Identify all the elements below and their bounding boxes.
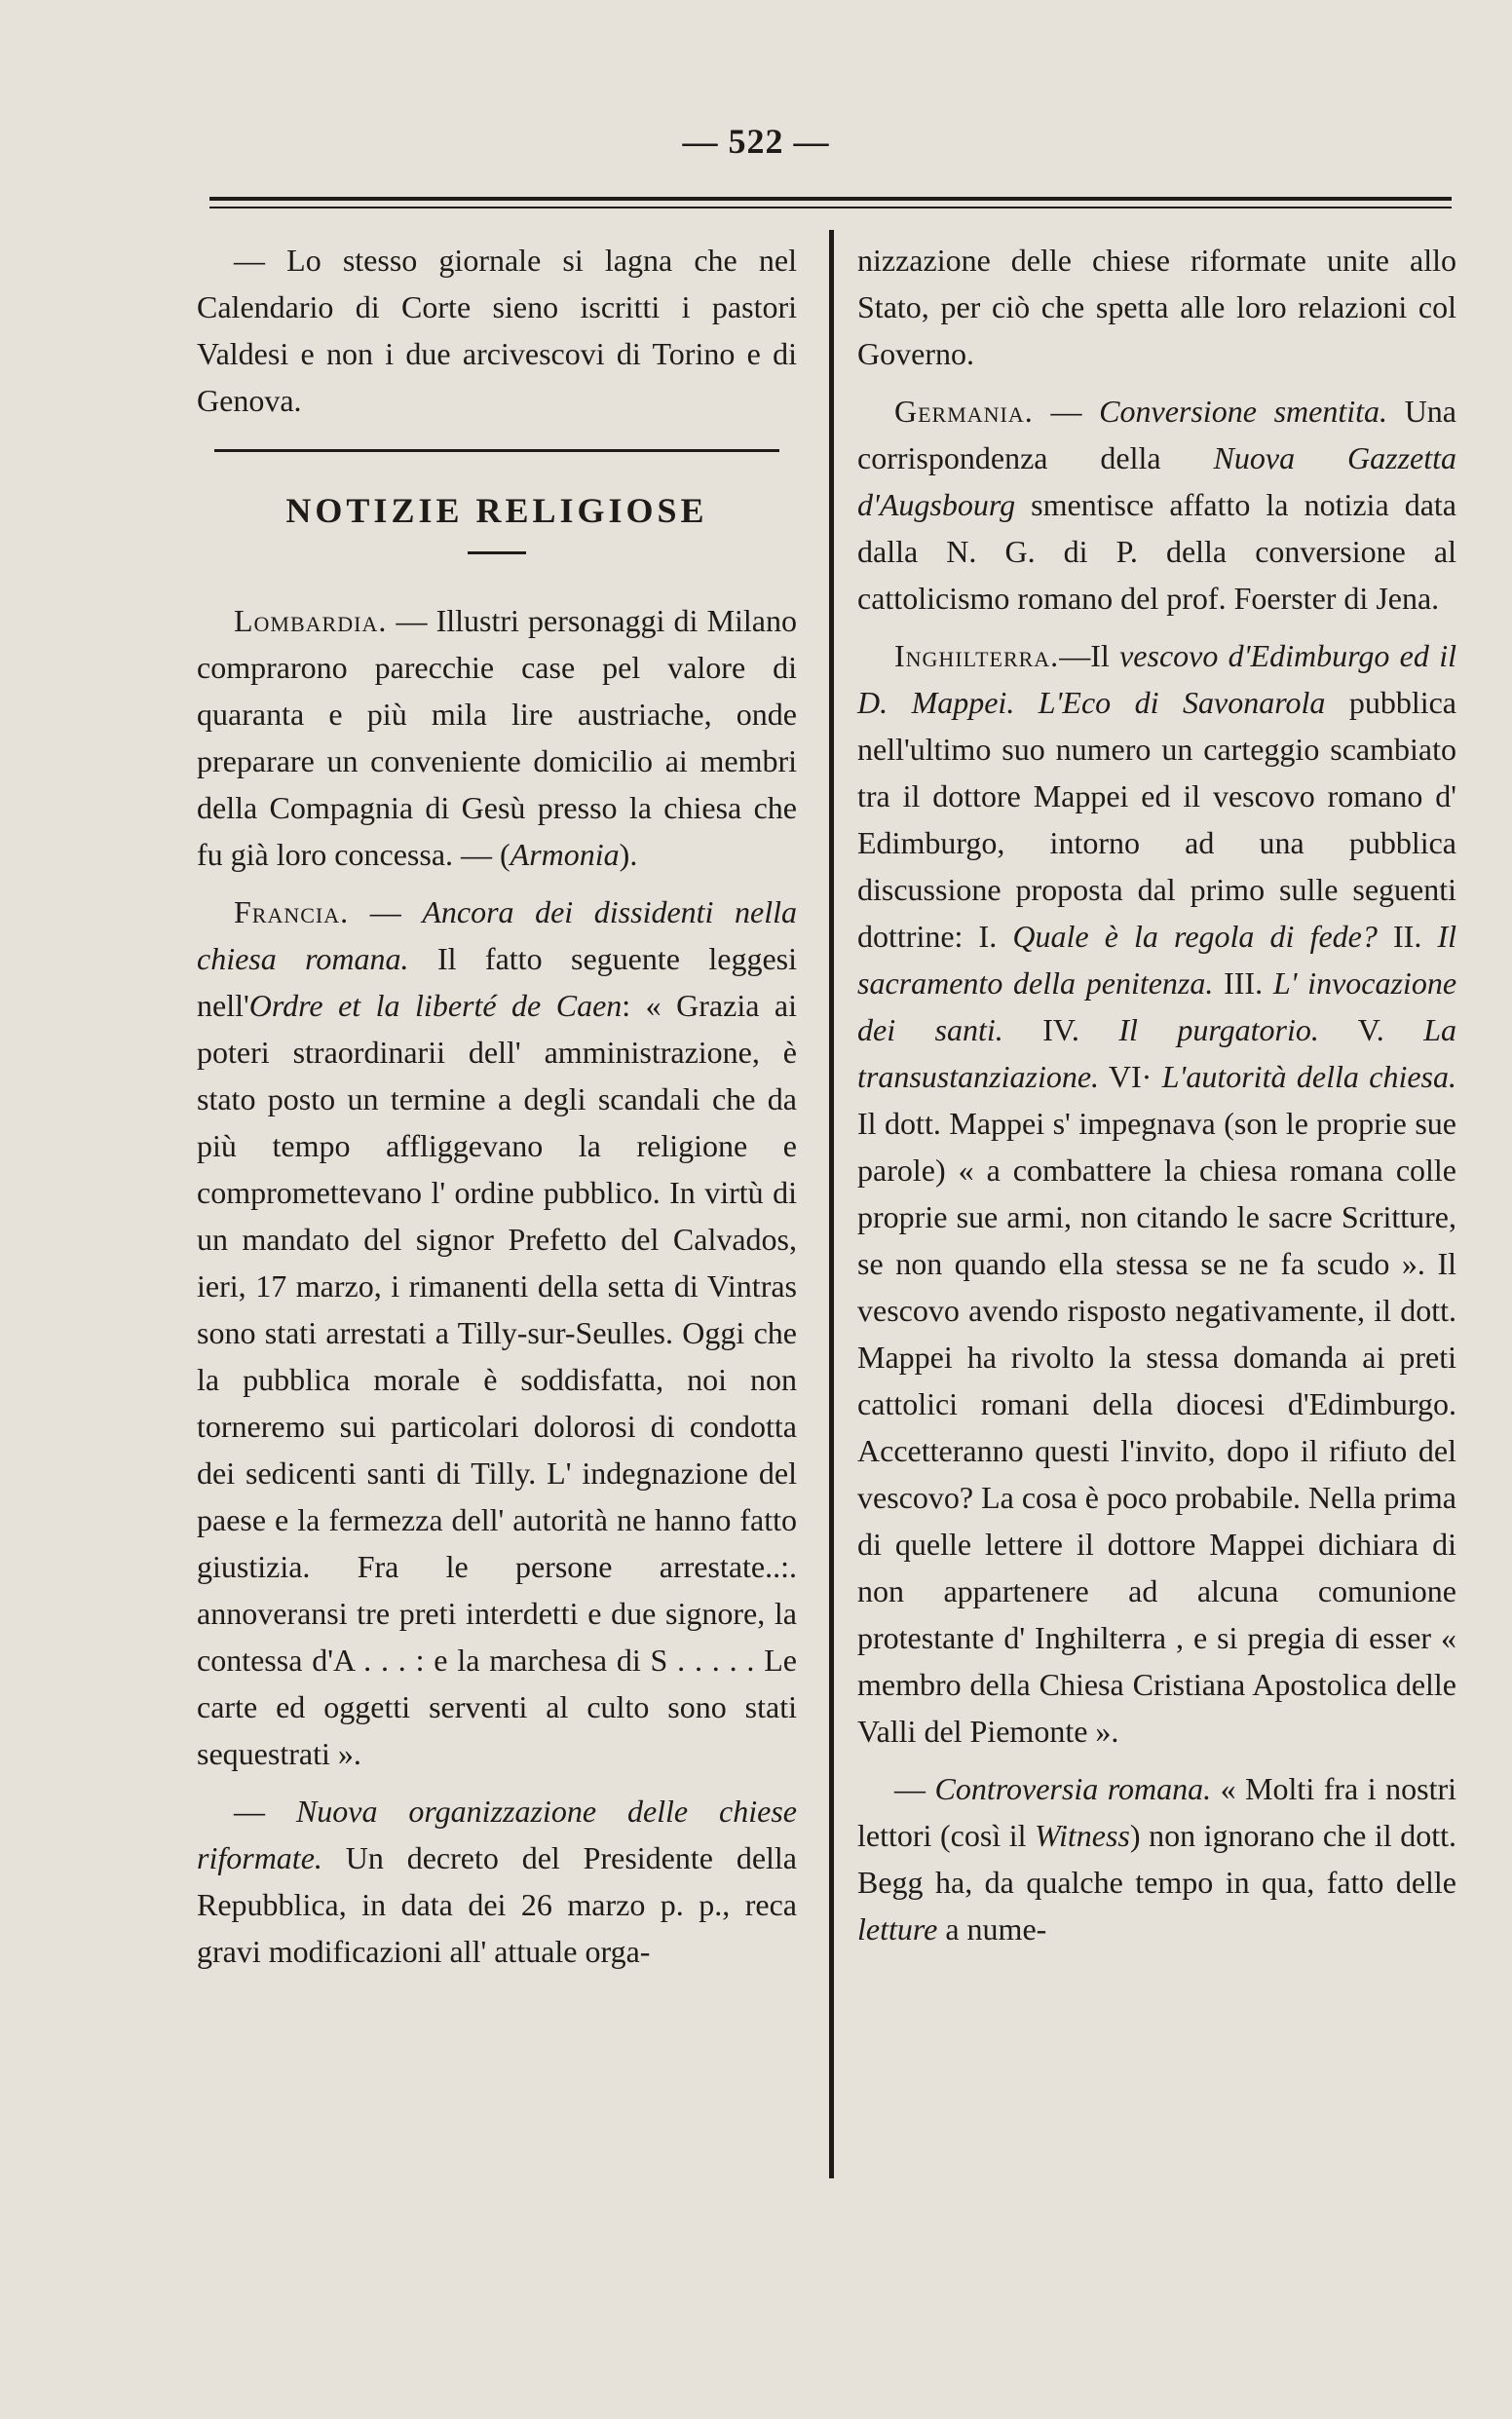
right-column <box>857 237 1456 1963</box>
lombardia-paragraph: Lombardia. — Illustri personaggi di Milano comprarono parecchie case pel valore di quaranta e più mila lire austriache, onde preparare un conveniente domicilio ai membri della Compagnia di Gesù presso la chiesa che fu già loro concessa. — (Armonia). <box>197 603 797 872</box>
armonia-source: Armonia <box>510 837 620 872</box>
witness-paper: Witness <box>1035 1818 1130 1853</box>
ordre-paper: Ordre et la liberté de Caen <box>248 988 623 1023</box>
header-double-rule <box>209 197 1452 208</box>
germania-title: Conversione smentita. <box>1099 394 1388 429</box>
francia-heading: Francia. <box>234 894 350 929</box>
inghilterra-heading: Inghilterra. <box>894 638 1060 673</box>
inghilterra-title: vescovo d'Edimburgo ed il D. Mappei. L'Eco di Savonarola <box>857 638 1457 720</box>
page-number: — 522 — <box>682 122 830 161</box>
continuation-paragraph: nizzazione delle chiese riformate unite allo Stato, per ciò che spetta alle loro relazioni col Governo. <box>857 243 1456 371</box>
germania-heading: Germania. <box>894 394 1034 429</box>
francia-paragraph: Francia. — Ancora dei dissidenti nella chiesa romana. Il fatto seguente leggesi nell'Ordre et la liberté de Caen: « Grazia ai poteri straordinarii dell' amministrazione, è stato posto un termine a degli scandali che da più tempo affliggevano la religione e compromettevano l' ordine pubblico. In virtù di un mandato del signor Prefetto del Calvados, ieri, 17 marzo, i rimanenti della setta di Vintras sono stati arrestati a Tilly-sur-Seulles. Oggi che la pubblica morale è soddisfatta, noi non torneremo sui particolari dolorosi di condotta dei sedicenti santi di Tilly. L' indegnazione del paese e la fermezza dell' autorità ne hanno fatto giustizia. Fra le persone arrestate..:. annoveransi tre preti interdetti e due signore, la contessa d'A . . . : e la marchesa di S . . . . . Le carte ed oggetti serventi al culto sono stati sequestrati ». <box>197 894 798 1771</box>
nuova-title: Nuova organizzazione delle chiese riformate. <box>197 1794 798 1875</box>
nuova-organizzazione-paragraph: — Nuova organizzazione delle chiese riformate. Un decreto del Presidente della Repubblica, in data dei 26 marzo p. p., reca gravi modificazioni all' attuale orga- <box>197 1794 798 1969</box>
section-rule <box>214 449 779 452</box>
controversia-paragraph: — Controversia romana. « Molti fra i nostri lettori (così il Witness) non ignorano che il dott. Begg ha, da qualche tempo in qua, fatto delle letture a nume- <box>857 1771 1457 1947</box>
controversia-title: Controversia romana. <box>934 1771 1212 1806</box>
calendario-paragraph: — Lo stesso giornale si lagna che nel Calendario di Corte sieno iscritti i pastori Valdesi e non i due arcivescovi di Torino e di Genova. <box>197 243 797 418</box>
gazzetta-paper: Nuova Gazzetta d'Augsbourg <box>857 440 1457 522</box>
title-underline <box>468 551 526 554</box>
lombardia-heading: Lombardia. <box>234 603 388 638</box>
left-column <box>197 237 797 1985</box>
germania-paragraph: Germania. — Conversione smentita. Una corrispondenza della Nuova Gazzetta d'Augsbourg smentisce affatto la notizia data dalla N. G. di P. della conversione al cattolicismo romano del prof. Foerster di Jena. <box>857 394 1457 616</box>
francia-title: Ancora dei dissidenti nella chiesa romana. <box>197 894 798 976</box>
section-title: NOTIZIE RELIGIOSE <box>285 491 708 530</box>
inghilterra-paragraph: Inghilterra.—Il vescovo d'Edimburgo ed il D. Mappei. L'Eco di Savonarola pubblica nell'ultimo suo numero un carteggio scambiato tra il dottore Mappei ed il vescovo romano d' Edimburgo, intorno ad una pubblica discussione proposta dal primo sulle seguenti dottrine: I. Quale è la regola di fede? II. Il sacramento della penitenza. III. L' invocazione dei santi. IV. Il purgatorio. V. La transustanziazione. VI· L'autorità della chiesa. Il dott. Mappei s' impegnava (son le proprie sue parole) « a combattere la chiesa romana colle proprie sue armi, non citando le sacre Scritture, se non quando ella stessa se ne fa scudo ». Il vescovo avendo risposto negativamente, il dott. Mappei ha rivolto la stessa domanda ai preti cattolici romani della diocesi d'Edimburgo. Accetteranno questi l'invito, dopo il rifiuto del vescovo? La cosa è poco probabile. Nella prima di quelle lettere il dottore Mappei dichiara di non appartenere ad alcuna comunione protestante d' Inghilterra , e si pregia di esser « membro della Chiesa Cristiana Apostolica delle Valli del Piemonte ». <box>857 638 1457 1749</box>
column-divider <box>829 230 834 2178</box>
